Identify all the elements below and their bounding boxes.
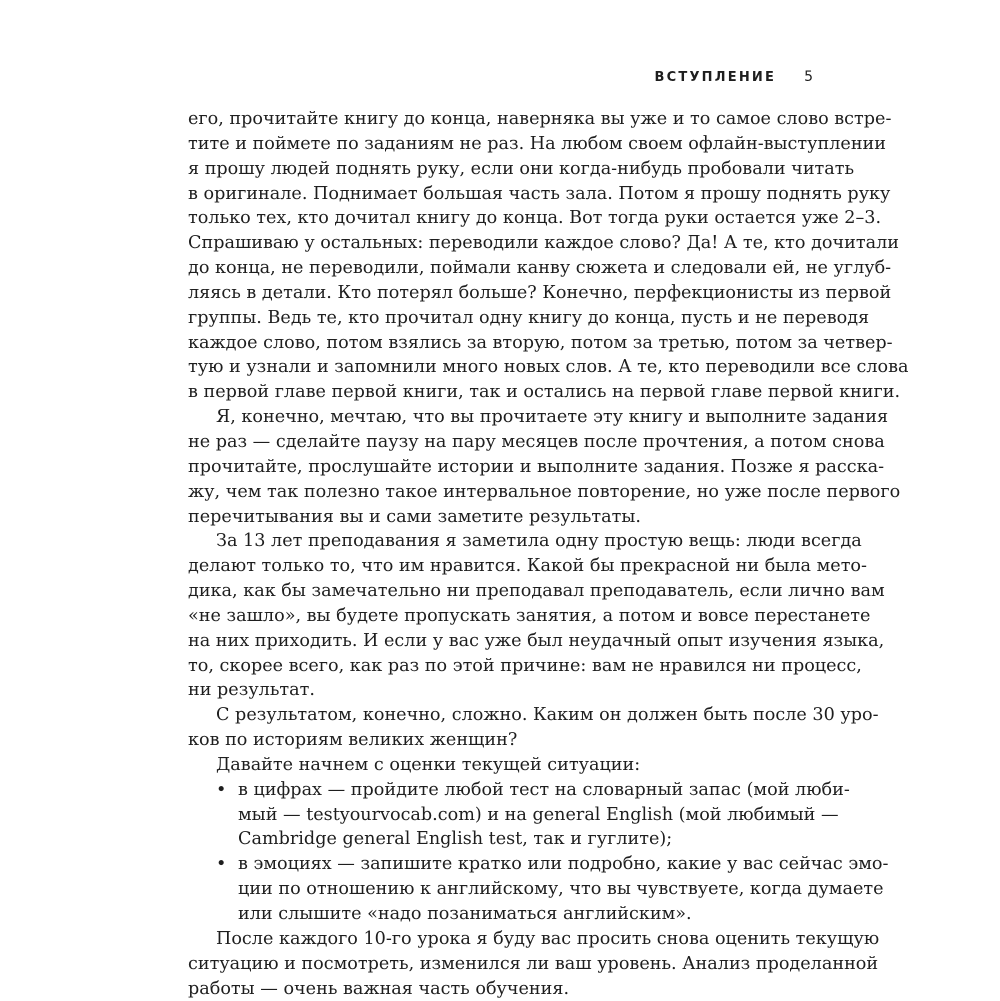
text-line: [188, 803, 839, 828]
line-text: в цифрах — пройдите любой тест на словарный запас (мой люби-: [238, 779, 850, 800]
line-text: или слышите «надо позаниматься английским».: [238, 904, 692, 924]
text-line: [188, 231, 900, 256]
line-text: в эмоциях — запишите кратко или подробно, какие у вас сейчас эмо-: [238, 854, 889, 875]
text-line: [188, 455, 885, 480]
text-line: [188, 753, 813, 778]
line-text: Спрашиваю у остальных: переводили каждое слово? Да! А те, кто дочитали: [188, 233, 900, 254]
bullet-item-line: [188, 852, 889, 877]
text-line: [188, 827, 813, 852]
line-text: ции по отношению к английскому, что вы чувствуете, когда думаете: [238, 879, 884, 900]
line-text: только тех, кто дочитал книгу до конца. Вот тогда руки остается уже 2–3.: [188, 208, 882, 229]
text-line: [188, 678, 813, 703]
line-text: ситуацию и посмотреть, изменился ли ваш уровень. Анализ проделанной: [188, 953, 879, 974]
line-text: не раз — сделайте паузу на пару месяцев после прочтения, а потом снова: [188, 431, 885, 452]
line-text: прочитайте, прослушайте истории и выполните задания. Позже я расска-: [188, 456, 885, 477]
text-line: [188, 654, 862, 679]
text-line: [188, 480, 901, 505]
text-line: [188, 380, 901, 405]
line-text: После каждого 10-го урока я буду вас просить снова оценить текущую: [216, 928, 880, 949]
text-line: [188, 877, 884, 902]
line-text: перечитывания вы и сами заметите результаты.: [188, 506, 641, 527]
line-text: ков по историям великих женщин?: [188, 730, 518, 751]
line-text: Cambridge general English test, так и гуглите);: [238, 829, 673, 850]
line-text: жу, чем так полезно такое интервальное повторение, но уже после первого: [188, 481, 901, 502]
body-text: [188, 107, 909, 1001]
line-text: до конца, не переводили, поймали канву сюжета и следовали ей, не углуб-: [188, 258, 892, 279]
text-line: [188, 927, 880, 952]
text-line: [188, 355, 909, 380]
line-text: Я, конечно, мечтаю, что вы прочитаете эту книгу и выполните задания: [216, 407, 889, 428]
text-line: [188, 430, 885, 455]
text-line: [188, 132, 886, 157]
text-line: [188, 579, 885, 604]
text-line: [188, 182, 891, 207]
text-line: [188, 604, 871, 629]
line-text: тую и узнали и запомнили много новых слов. А те, кто переводили все слова: [188, 357, 909, 378]
line-text: в первой главе первой книги, так и остались на первой главе первой книги.: [188, 382, 901, 403]
text-line: [188, 281, 892, 306]
text-line: [188, 629, 885, 654]
line-text: я прошу людей поднять руку, если они когда-нибудь пробовали читать: [188, 158, 855, 179]
line-text: в оригинале. Поднимает большая часть зала. Потом я прошу поднять руку: [188, 183, 891, 204]
line-text: дика, как бы замечательно ни преподавал преподаватель, если лично вам: [188, 581, 885, 602]
line-text: на них приходить. И если у вас уже был неудачный опыт изучения языка,: [188, 630, 885, 651]
text-line: [188, 703, 879, 728]
text-line: [188, 529, 862, 554]
running-head: ВСТУПЛЕНИЕ: [654, 70, 777, 85]
line-text: ляясь в детали. Кто потерял больше? Конечно, перфекционисты из первой: [188, 282, 892, 303]
text-line: [188, 306, 870, 331]
bullet-item-line: [188, 778, 850, 803]
text-line: [188, 977, 813, 1001]
line-text: группы. Ведь те, кто прочитал одну книгу до конца, пусть и не переводя: [188, 307, 870, 328]
text-line: [188, 952, 879, 977]
bullet-icon: •: [216, 779, 227, 800]
line-text: За 13 лет преподавания я заметила одну простую вещь: люди всегда: [216, 531, 862, 552]
line-text: тите и поймете по заданиям не раз. На любом своем офлайн-выступлении: [188, 133, 886, 154]
text-line: [188, 206, 882, 231]
text-line: [188, 554, 867, 579]
text-line: [188, 107, 892, 132]
line-text: С результатом, конечно, сложно. Каким он должен быть после 30 уро-: [216, 705, 879, 726]
line-text: его, прочитайте книгу до конца, наверняка вы уже и то самое слово встре-: [188, 109, 892, 129]
bullet-icon: •: [216, 854, 227, 875]
text-line: [188, 157, 855, 182]
line-text: мый — testyourvocab.com) и на general English (мой любимый —: [238, 804, 839, 825]
line-text: Давайте начнем с оценки текущей ситуации:: [216, 754, 641, 775]
line-text: каждое слово, потом взялись за вторую, потом за третью, потом за четвер-: [188, 332, 893, 353]
text-line: [188, 331, 893, 356]
line-text: работы — очень важная часть обучения.: [188, 978, 570, 999]
text-line: [188, 902, 813, 927]
text-line: [188, 405, 889, 430]
page-number: 5: [804, 69, 813, 85]
text-line: [188, 505, 813, 530]
line-text: ни результат.: [188, 680, 315, 701]
text-line: [188, 256, 892, 281]
text-line: [188, 728, 813, 753]
line-text: делают только то, что им нравится. Какой бы прекрасной ни была мето-: [188, 556, 867, 577]
line-text: то, скорее всего, как раз по этой причине: вам не нравился ни процесс,: [188, 655, 862, 676]
page-header: [655, 69, 813, 85]
line-text: «не зашло», вы будете пропускать занятия, а потом и вовсе перестанете: [188, 605, 871, 626]
